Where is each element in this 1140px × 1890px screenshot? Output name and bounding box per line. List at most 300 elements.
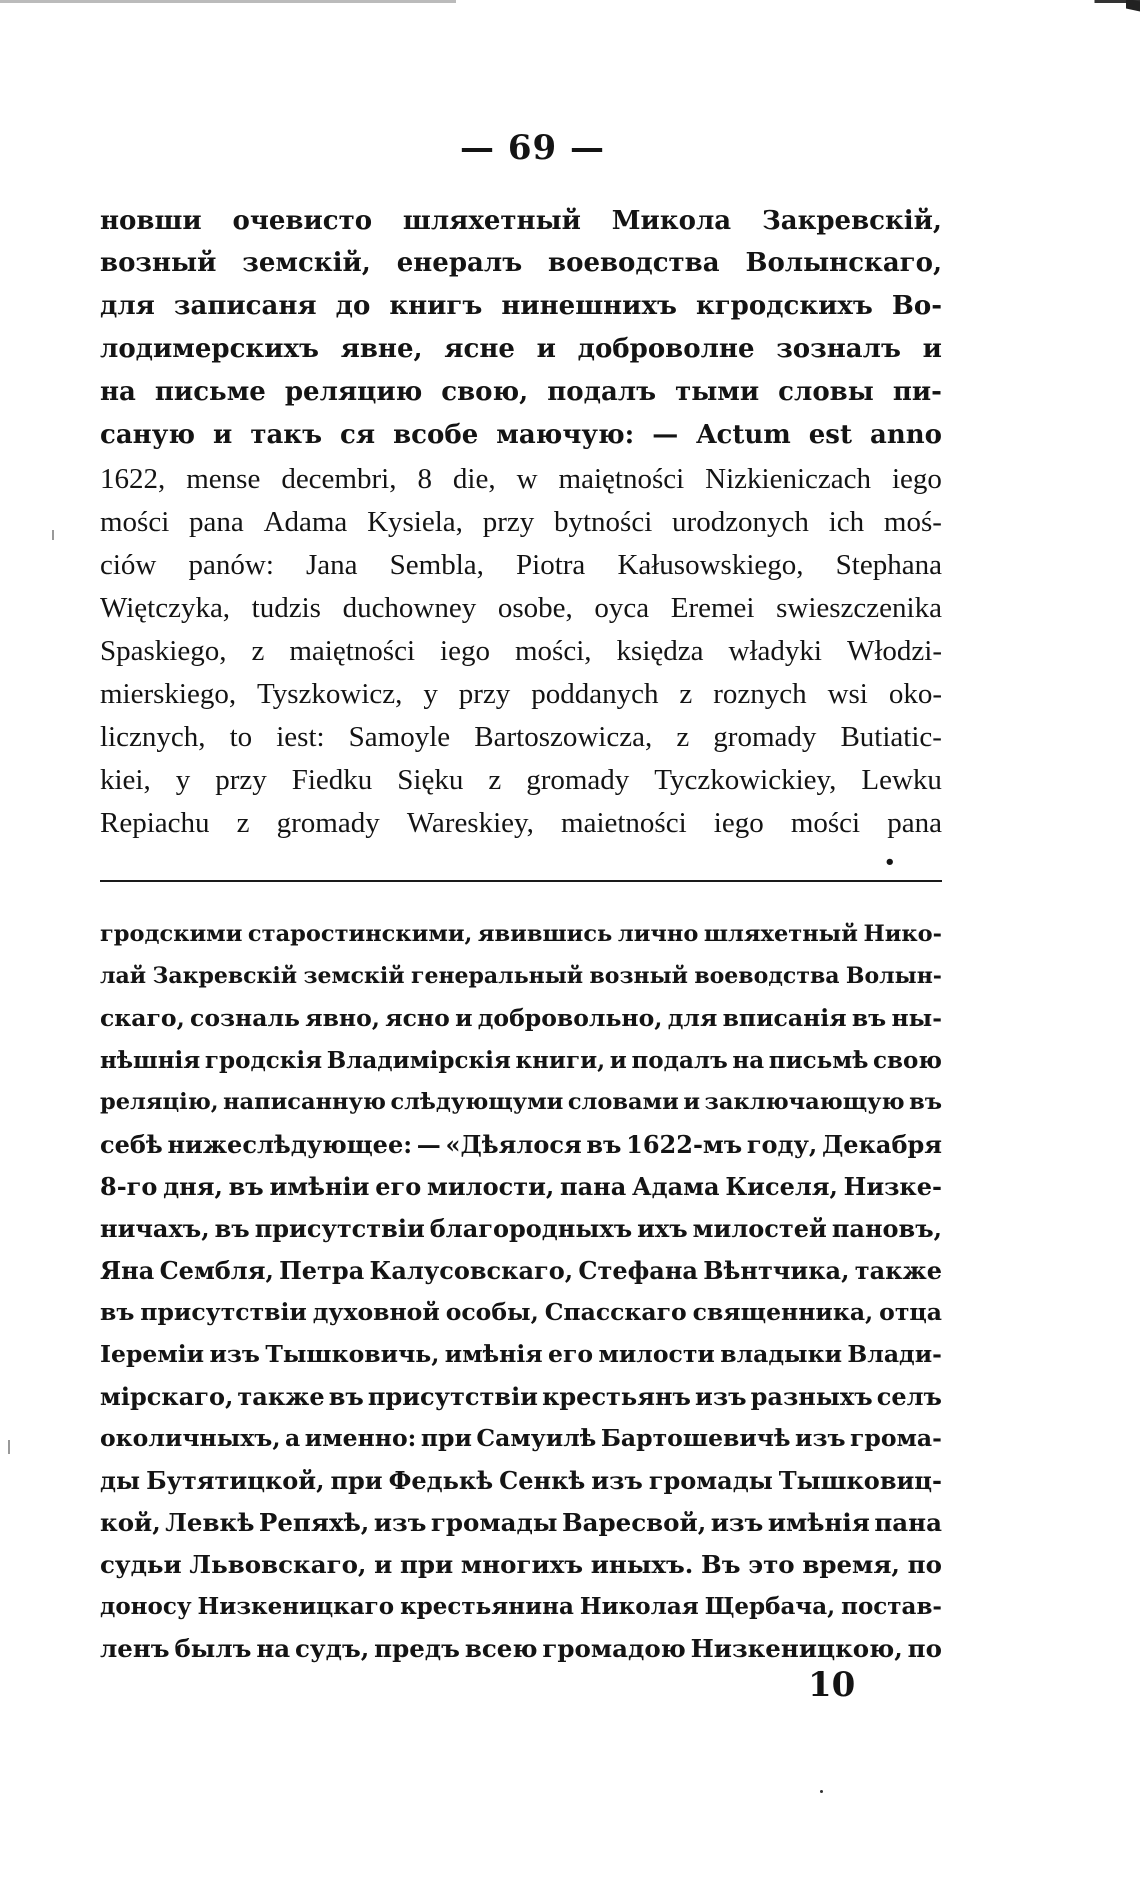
word: y bbox=[175, 764, 191, 796]
word: Репяхѣ, bbox=[258, 1508, 370, 1537]
text-line bbox=[100, 250, 942, 276]
text-line bbox=[100, 1595, 942, 1618]
scan-edge bbox=[0, 0, 1140, 3]
word: заключающую bbox=[704, 1089, 905, 1115]
word: Wareskiey, bbox=[406, 807, 534, 839]
word: panów: bbox=[188, 549, 274, 581]
word: громады bbox=[430, 1508, 558, 1537]
word: шляхетный bbox=[402, 206, 581, 236]
word: Eremei bbox=[670, 592, 755, 624]
word: Бутятицкой, bbox=[146, 1466, 325, 1495]
word: Микола bbox=[611, 206, 732, 236]
word: въ bbox=[586, 1130, 622, 1159]
word: Spaskiego, bbox=[100, 635, 227, 667]
word: лично bbox=[617, 921, 699, 947]
word: при bbox=[420, 1424, 472, 1452]
word: Яна bbox=[100, 1256, 155, 1285]
word: Butiatic- bbox=[840, 721, 942, 753]
word: 1622, bbox=[100, 463, 166, 495]
word: присутствіи bbox=[140, 1298, 307, 1326]
word: по bbox=[907, 1550, 942, 1579]
word: время, bbox=[802, 1550, 900, 1579]
word: доброволне bbox=[577, 334, 755, 364]
word: Закревскій, bbox=[761, 206, 942, 236]
word: словы bbox=[778, 377, 874, 407]
word: и bbox=[536, 334, 556, 364]
word: возный bbox=[100, 248, 217, 278]
word: przy bbox=[482, 506, 535, 538]
word: изъ bbox=[795, 1424, 846, 1452]
word: Więtczyka, bbox=[100, 592, 231, 624]
text-line bbox=[100, 1634, 942, 1663]
word: swieszczenika bbox=[776, 592, 942, 624]
text-line bbox=[100, 766, 942, 795]
word: Repiachu bbox=[100, 807, 210, 839]
word: въ bbox=[328, 1382, 364, 1411]
word: Сембля, bbox=[159, 1256, 274, 1285]
word: скаго, bbox=[100, 1004, 185, 1032]
word: decembri, bbox=[281, 463, 397, 495]
word: былъ bbox=[174, 1634, 252, 1663]
word: gromady bbox=[526, 764, 630, 796]
word: енералъ bbox=[396, 248, 523, 278]
word: и bbox=[609, 1047, 627, 1074]
word: kiei, bbox=[100, 764, 151, 796]
word: отца bbox=[879, 1298, 942, 1326]
word: грома- bbox=[850, 1424, 942, 1452]
word: себѣ bbox=[100, 1130, 163, 1159]
word: слѣдующуми bbox=[390, 1089, 564, 1115]
word: osobe, bbox=[497, 592, 573, 624]
word: и bbox=[922, 334, 942, 364]
word: Іереміи bbox=[100, 1340, 205, 1368]
word: Низкеницкаго bbox=[197, 1593, 395, 1620]
word: Piotra bbox=[516, 549, 586, 581]
word: громадою bbox=[542, 1634, 686, 1663]
word: явившись bbox=[477, 921, 613, 947]
word: книги, bbox=[515, 1047, 606, 1074]
word: — bbox=[416, 1130, 441, 1159]
word: въ bbox=[100, 1298, 135, 1326]
word: die, bbox=[452, 463, 496, 495]
word: to bbox=[229, 721, 253, 753]
word: предъ bbox=[374, 1634, 460, 1663]
word: и bbox=[213, 420, 233, 450]
text-line bbox=[100, 293, 942, 319]
word: maiętności bbox=[289, 635, 416, 667]
text-line bbox=[100, 465, 942, 494]
word: написанную bbox=[223, 1089, 386, 1115]
word: въ bbox=[214, 1214, 250, 1243]
word: Włodzi- bbox=[846, 635, 942, 667]
text-line bbox=[100, 809, 942, 838]
word: 8-го bbox=[100, 1172, 158, 1201]
scan-corner-mark bbox=[1126, 0, 1140, 11]
text-line bbox=[100, 1382, 942, 1411]
word: Левкѣ bbox=[165, 1508, 255, 1537]
word: гродскія bbox=[204, 1047, 323, 1074]
text-line bbox=[100, 551, 942, 580]
word: mości bbox=[100, 506, 170, 538]
word: iego bbox=[713, 807, 764, 839]
word: владыки bbox=[720, 1340, 842, 1368]
word: также bbox=[854, 1256, 942, 1285]
word: Тышковичь, bbox=[265, 1340, 440, 1368]
word: maietności bbox=[561, 807, 687, 839]
word: воеводства bbox=[548, 248, 720, 278]
word: словами bbox=[567, 1089, 679, 1115]
word: urodzonych bbox=[672, 506, 809, 538]
word: Samoyle bbox=[348, 721, 451, 753]
word: всобе bbox=[393, 420, 479, 450]
word: Владимірскія bbox=[326, 1047, 511, 1074]
word: Низкеницкою, bbox=[690, 1634, 903, 1663]
word: Низке- bbox=[843, 1172, 942, 1201]
word: нижеслѣдующее: bbox=[167, 1130, 413, 1159]
word: при bbox=[330, 1466, 383, 1495]
word: саную bbox=[100, 420, 196, 450]
word: oko- bbox=[888, 678, 942, 710]
word: шляхетный bbox=[703, 921, 858, 947]
word: wsi bbox=[827, 678, 868, 710]
word: Волынскаго, bbox=[745, 248, 942, 278]
word: poddanych bbox=[531, 678, 659, 710]
word: мірскаго, bbox=[100, 1382, 234, 1411]
word: тыми bbox=[675, 377, 760, 407]
word: Въ bbox=[701, 1550, 741, 1579]
word: особы, bbox=[445, 1298, 539, 1326]
word: вписанія bbox=[722, 1004, 847, 1032]
word: Fiedku bbox=[291, 764, 373, 796]
signature-mark: 10 bbox=[808, 1665, 856, 1705]
word: по bbox=[907, 1634, 942, 1663]
word: Спасскаго bbox=[544, 1298, 687, 1326]
word: кгродскихъ bbox=[695, 291, 873, 321]
word: милостей bbox=[692, 1214, 827, 1243]
word: Kysiela, bbox=[367, 506, 463, 538]
word: присутствіи bbox=[367, 1382, 538, 1411]
word: свою bbox=[873, 1047, 942, 1074]
word: pana bbox=[887, 807, 942, 839]
word: возный bbox=[589, 963, 688, 989]
word: изъ bbox=[373, 1508, 427, 1537]
word: z bbox=[676, 721, 690, 753]
word: Нико- bbox=[863, 921, 942, 947]
word: Sembla, bbox=[389, 549, 484, 581]
word: ciów bbox=[100, 549, 157, 581]
word: iego bbox=[891, 463, 942, 495]
word: Адама bbox=[632, 1172, 720, 1201]
word: это bbox=[748, 1550, 795, 1579]
word: крестьянина bbox=[400, 1593, 574, 1620]
text-line bbox=[100, 1130, 942, 1159]
word: władyki bbox=[728, 635, 822, 667]
word: z bbox=[236, 807, 250, 839]
word: милости, bbox=[427, 1172, 555, 1201]
word: Вѣнтчика, bbox=[703, 1256, 850, 1285]
word: генеральный bbox=[410, 963, 584, 989]
word: его bbox=[375, 1172, 422, 1201]
word: Закревскій bbox=[152, 963, 298, 989]
word: новши bbox=[100, 206, 202, 236]
word: Тышковиц- bbox=[778, 1466, 942, 1495]
word: разныхъ bbox=[750, 1382, 873, 1411]
word: iego bbox=[440, 635, 490, 667]
word: Tyczkowickiey, bbox=[654, 764, 837, 796]
word: духовной bbox=[312, 1298, 440, 1326]
text-line bbox=[100, 508, 942, 537]
word: iest: bbox=[276, 721, 325, 753]
word: roznych bbox=[713, 678, 807, 710]
word: реляцію, bbox=[100, 1089, 219, 1115]
word: судьи bbox=[100, 1550, 182, 1579]
word: воеводства bbox=[694, 963, 840, 989]
word: Калусовскаго, bbox=[369, 1256, 574, 1285]
word: Adama bbox=[263, 506, 348, 538]
word: пановъ, bbox=[831, 1214, 942, 1243]
word: ничахъ, bbox=[100, 1214, 210, 1243]
word: przy bbox=[215, 764, 267, 796]
word: лодимерскихъ bbox=[100, 334, 319, 364]
word: до bbox=[335, 291, 371, 321]
word: постав- bbox=[841, 1593, 942, 1620]
word: Tyszkowicz, bbox=[257, 678, 403, 710]
word: Влади- bbox=[847, 1340, 942, 1368]
word: созналь bbox=[190, 1004, 300, 1032]
word: нѣшнія bbox=[100, 1047, 201, 1074]
word: селъ bbox=[876, 1382, 942, 1411]
text-line bbox=[100, 1508, 942, 1537]
word: многихъ bbox=[460, 1550, 584, 1579]
word: 8 bbox=[417, 463, 432, 495]
word: Сенкѣ bbox=[499, 1466, 586, 1495]
word: ся bbox=[340, 420, 376, 450]
word: Декабря bbox=[821, 1130, 942, 1159]
word: году, bbox=[746, 1130, 818, 1159]
word: нинешнихъ bbox=[501, 291, 677, 321]
word: его bbox=[548, 1340, 594, 1368]
word: przy bbox=[458, 678, 511, 710]
word: Николая bbox=[579, 1593, 699, 1620]
scan-speck bbox=[820, 1790, 823, 1793]
word: реляцию bbox=[284, 377, 423, 407]
word: pana bbox=[189, 506, 244, 538]
word: гродскими bbox=[100, 921, 243, 947]
word: licznych, bbox=[100, 721, 206, 753]
text-line bbox=[100, 1550, 942, 1579]
text-line bbox=[100, 923, 942, 946]
word: зозналъ bbox=[776, 334, 901, 364]
word: mości, bbox=[514, 635, 592, 667]
text-line bbox=[100, 680, 942, 709]
text-line bbox=[100, 379, 942, 405]
separator-mark: • bbox=[884, 852, 896, 873]
word: и bbox=[455, 1004, 473, 1032]
word: такъ bbox=[250, 420, 323, 450]
word: въ bbox=[851, 1004, 887, 1032]
word: для bbox=[100, 291, 155, 321]
word: Во- bbox=[891, 291, 942, 321]
word: книгъ bbox=[389, 291, 483, 321]
word: свою, bbox=[441, 377, 529, 407]
word: Волын- bbox=[845, 963, 942, 989]
text-line bbox=[100, 594, 942, 623]
word: кой, bbox=[100, 1508, 161, 1537]
word: также bbox=[237, 1382, 325, 1411]
word: Петра bbox=[279, 1256, 365, 1285]
word: пана bbox=[560, 1172, 627, 1201]
word: на bbox=[100, 377, 136, 407]
word: доносу bbox=[100, 1593, 192, 1620]
word: tudzis bbox=[251, 592, 321, 624]
word: имѣніи bbox=[269, 1172, 370, 1201]
word: милости bbox=[598, 1340, 715, 1368]
word: moś- bbox=[883, 506, 942, 538]
word: добровольно, bbox=[477, 1004, 663, 1032]
word: Bartoszowicza, bbox=[474, 721, 653, 753]
word: лай bbox=[100, 963, 147, 989]
word: Киселя, bbox=[725, 1172, 838, 1201]
word: z bbox=[251, 635, 265, 667]
word: Львовскаго, bbox=[189, 1550, 367, 1579]
text-line bbox=[100, 1298, 942, 1326]
word: bytności bbox=[553, 506, 653, 538]
word: изъ bbox=[591, 1466, 643, 1495]
word: имѣнія bbox=[444, 1340, 543, 1368]
word: и bbox=[683, 1089, 701, 1115]
word: z bbox=[488, 764, 502, 796]
text-line bbox=[100, 1091, 942, 1114]
word: а bbox=[285, 1424, 301, 1452]
word: maiętności bbox=[558, 463, 685, 495]
word: подалъ bbox=[547, 377, 657, 407]
word: Sięku bbox=[397, 764, 464, 796]
text-line bbox=[100, 1466, 942, 1495]
word: Jana bbox=[306, 549, 358, 581]
word: судъ, bbox=[295, 1634, 370, 1663]
text-line bbox=[100, 637, 942, 666]
text-line bbox=[100, 336, 942, 362]
word: gromady bbox=[276, 807, 380, 839]
word: księdza bbox=[616, 635, 704, 667]
word: земскій bbox=[303, 963, 405, 989]
word: «Дѣялося bbox=[445, 1130, 582, 1159]
word: присутствіи bbox=[254, 1214, 425, 1243]
word: mierskiego, bbox=[100, 678, 237, 710]
text-line bbox=[100, 1340, 942, 1368]
word: изъ bbox=[209, 1340, 260, 1368]
word: для bbox=[667, 1004, 718, 1032]
word: ясне bbox=[444, 334, 515, 364]
word: 1622-мъ bbox=[626, 1130, 743, 1159]
text-line bbox=[100, 1172, 942, 1201]
word: имѣнія bbox=[767, 1508, 870, 1537]
word: благородныхъ bbox=[429, 1214, 633, 1243]
word: ясно bbox=[385, 1004, 450, 1032]
word: записаня bbox=[173, 291, 317, 321]
word: Бартошевичѣ bbox=[600, 1424, 791, 1452]
text-line bbox=[100, 422, 942, 448]
word: mense bbox=[186, 463, 261, 495]
text-line bbox=[100, 1424, 942, 1452]
word: w bbox=[516, 463, 538, 495]
word: Lewku bbox=[861, 764, 942, 796]
word: въ bbox=[228, 1172, 264, 1201]
word: явне, bbox=[340, 334, 423, 364]
word: Варесвой, bbox=[561, 1508, 707, 1537]
text-line bbox=[100, 208, 942, 234]
word: именно: bbox=[304, 1424, 417, 1452]
word: письмѣ bbox=[768, 1047, 869, 1074]
word: явно, bbox=[305, 1004, 380, 1032]
text-line bbox=[100, 1004, 942, 1032]
word: крестьянъ bbox=[542, 1382, 691, 1411]
word: Nizkieniczach bbox=[705, 463, 871, 495]
page-number: — 69 — bbox=[460, 128, 605, 168]
word: Kałusowskiego, bbox=[617, 549, 804, 581]
word: очевисто bbox=[232, 206, 373, 236]
word: на bbox=[732, 1047, 765, 1074]
word: на bbox=[256, 1634, 291, 1663]
word: duchowney bbox=[342, 592, 477, 624]
margin-mark bbox=[52, 530, 54, 540]
word: изъ bbox=[695, 1382, 747, 1411]
text-line bbox=[100, 1214, 942, 1243]
word: священника, bbox=[692, 1298, 874, 1326]
word: иныхъ. bbox=[590, 1550, 694, 1579]
margin-mark bbox=[8, 1440, 10, 1454]
text-line bbox=[100, 965, 942, 987]
word: anno bbox=[869, 420, 942, 450]
word: старостинскими, bbox=[247, 921, 473, 947]
word: ленъ bbox=[100, 1634, 170, 1663]
word: письме bbox=[154, 377, 266, 407]
word: Actum bbox=[696, 420, 791, 450]
word: изъ bbox=[710, 1508, 764, 1537]
word: mości bbox=[790, 807, 861, 839]
word: Щербача, bbox=[704, 1593, 836, 1620]
word: z bbox=[679, 678, 693, 710]
word: ихъ bbox=[637, 1214, 688, 1243]
word: ды bbox=[100, 1466, 141, 1495]
word: подалъ bbox=[631, 1047, 728, 1074]
word: земскій, bbox=[242, 248, 371, 278]
word: при bbox=[399, 1550, 454, 1579]
word: est bbox=[808, 420, 852, 450]
word: Stephana bbox=[835, 549, 942, 581]
word: пи- bbox=[892, 377, 942, 407]
word: ны- bbox=[891, 1004, 942, 1032]
word: gromady bbox=[713, 721, 817, 753]
word: Самуилѣ bbox=[476, 1424, 597, 1452]
word: — bbox=[652, 420, 679, 450]
word: пана bbox=[874, 1508, 942, 1537]
word: маючую: bbox=[496, 420, 635, 450]
footnote-rule bbox=[100, 880, 942, 882]
word: y bbox=[423, 678, 438, 710]
text-line bbox=[100, 723, 942, 752]
text-line bbox=[100, 1049, 942, 1072]
text-line bbox=[100, 1256, 942, 1285]
word: въ bbox=[909, 1089, 942, 1115]
word: oyca bbox=[594, 592, 650, 624]
word: громады bbox=[648, 1466, 773, 1495]
word: Стефана bbox=[578, 1256, 698, 1285]
word: околичныхъ, bbox=[100, 1424, 281, 1452]
word: всею bbox=[464, 1634, 538, 1663]
word: дня, bbox=[163, 1172, 223, 1201]
word: Федькѣ bbox=[388, 1466, 494, 1495]
